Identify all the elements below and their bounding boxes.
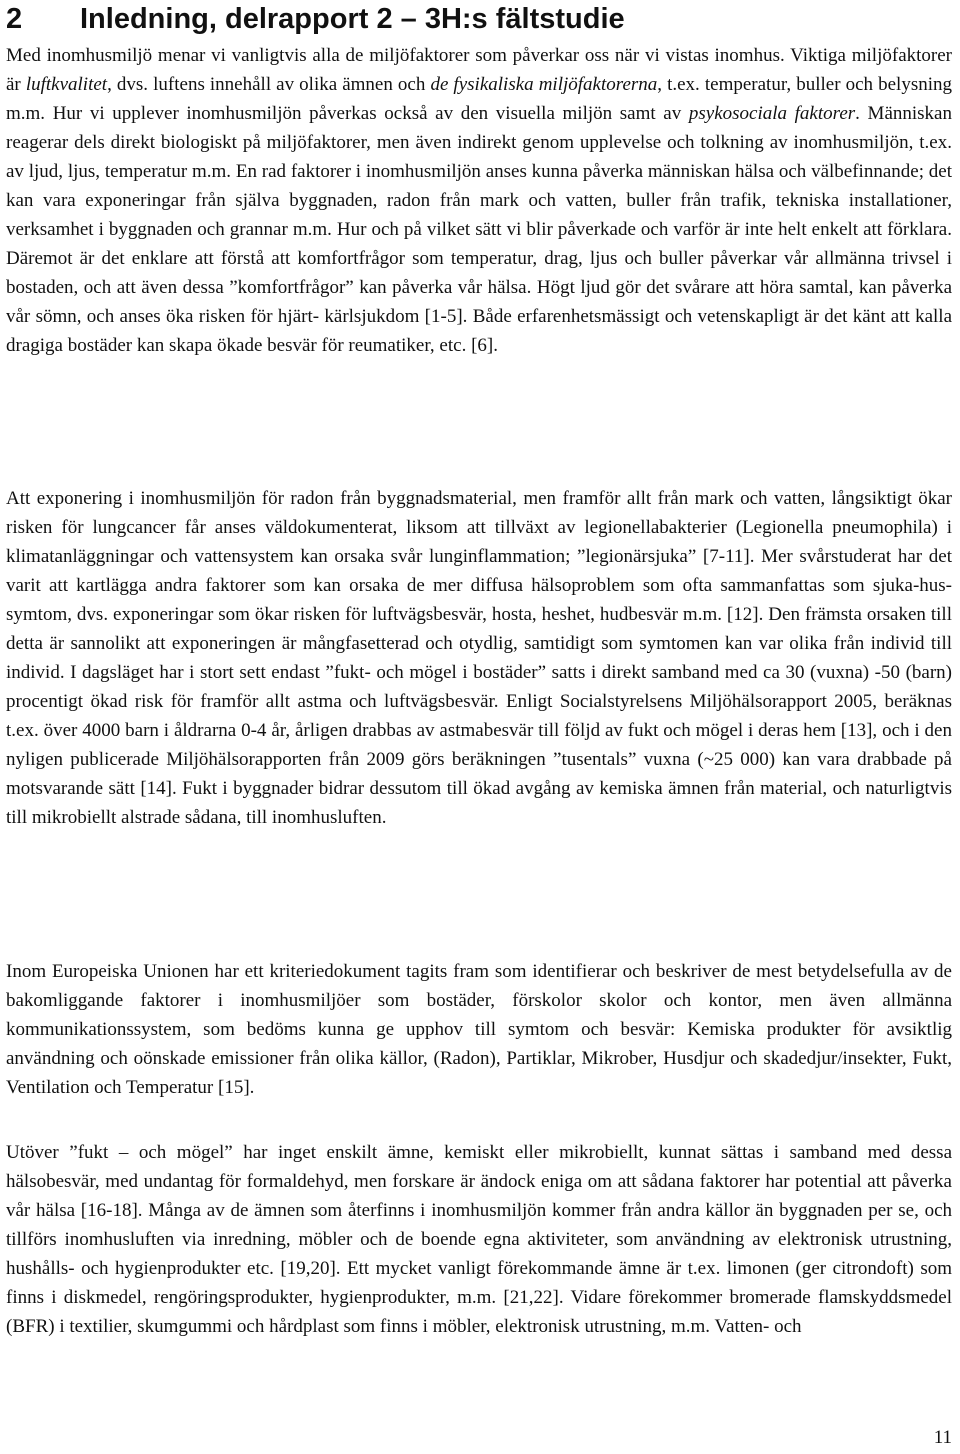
paragraph-chemicals: Utöver ”fukt – och mögel” har inget enskilt ämne, kemiskt eller mikrobiellt, kunnat sättas i samband med dessa hälsobesvär, med undantag för formaldehyd, men forskare är ändock eniga om att sådana faktorer har potential att påverka vår hälsa [16-18]. Många av de ämnen som återfinns i inomhusmiljön kommer från andra källor än byggnaden per se, och tillförs inomhusluften via inredning, möbler och de boende egna aktiviteter, som användning av elektronisk utrustning, hushålls- och hygienprodukter etc. [19,20]. Ett mycket vanligt förekommande ämne är t.ex. limonen (ger citrondoft) som finns i diskmedel, rengöringsprodukter, hygienprodukter, m.m. [21,22]. Vidare förekommer bromerade flamskyddsmedel (BFR) i textilier, skumgummi och hårdplast som finns i möbler, elektronisk utrustning, m.m. Vatten- och	[6, 1142, 952, 1337]
italic-term-fysikaliska: de fysikaliska miljöfaktorerna	[430, 74, 658, 95]
text-run: Med inomhusmiljö menar vi vanligtvis alla de miljöfaktorer som påverkar oss när vi vistas inomhus. Viktiga miljöfaktorer är	[6, 45, 952, 95]
section-heading	[6, 2, 625, 36]
section-number: 2	[6, 3, 23, 35]
page-number: 11	[933, 1427, 952, 1448]
paragraph-eu-criteria: Inom Europeiska Unionen har ett kriteriedokument tagits fram som identifierar och beskriver de mest betydelsefulla av de bakomliggande faktorer i inomhusmiljöer som bostäder, förskolor skolor och kontor, men även allmänna kommunikationssystem, som bedöms kunna ge upphov till symtom och besvär: Kemiska produkter för avsiktlig användning och oönskade emissioner från olika källor, (Radon), Partiklar, Mikrober, Husdjur och skadedjur/insekter, Fukt, Ventilation och Temperatur [15].	[6, 961, 952, 1098]
text-run: . Människan reagerar dels direkt biologiskt på miljöfaktorer, men även indirekt genom upplevelse och tolkning av inomhusmiljön, t.ex. av ljud, ljus, temperatur m.m. En rad faktorer i inomhusmiljön anses kunna påverka människan hälsa och välbefinnande; det kan vara exponeringar från själva byggnaden, radon från mark och vatten, buller från trafik, tekniska installationer, verksamhet i byggnaden och grannar m.m. Hur och på vilket sätt vi blir påverkade och varför är inte helt enkelt att förklara. Däremot är det enklare att förstå att komfortfrågor som temperatur, drag, ljus och buller påverkar vår allmänna trivsel i bostaden, och att även dessa ”komfortfrågor” kan påverka vår hälsa. Högt ljud gör det svårare att höra samtal, kan påverka vår sömn, och anses öka risken för hjärt- kärlsjukdom [1-5]. Både erfarenhetsmässigt och vetenskapligt är det känt att kalla dragiga bostäder kan skapa ökade besvär för reumatiker, etc. [6].	[6, 103, 952, 356]
section-title: Inledning, delrapport 2 – 3H:s fältstudie	[80, 3, 625, 35]
italic-term-psykosociala: psykosociala faktorer	[688, 103, 856, 124]
text-run: , t.ex. temperatur, buller och belysning m.m. Hur vi upplever inomhusmiljön påverkas också av den visuella miljön samt av	[6, 74, 952, 124]
text-run: , dvs. luftens innehåll av olika ämnen och	[107, 74, 431, 95]
paragraph-radon: Att exponering i inomhusmiljön för radon från byggnadsmaterial, men framför allt från mark och vatten, långsiktigt ökar risken för lungcancer får anses väldokumenterat, liksom att tillväxt av legionellabakterier (Legionella pneumophila) i klimatanläggningar och vattensystem kan orsaka svår lunginflammation; ”legionärsjuka” [7-11]. Mer svårstuderat har det varit att kartlägga andra faktorer som kan orsaka de mer diffusa hälsoproblem som ofta sammanfattas som sjuka-hus-symtom, dvs. exponeringar som ökar risken för luftvägsbesvär, hosta, heshet, hudbesvär m.m. [12]. Den främsta orsaken till detta är sannolikt att exponeringen är mångfasetterad och otydlig, samtidigt som symtomen kan var olika från individ till individ. I dagsläget har i stort sett endast ”fukt- och mögel i bostäder” satts i direkt samband med ca 30 (vuxna) -50 (barn) procentigt ökad risk för framför allt astma och luftvägsbesvär. Enligt Socialstyrelsens Miljöhälsorapport 2005, beräknas t.ex. över 4000 barn i åldrarna 0-4 år, årligen drabbas av astmabesvär till följd av fukt och mögel i deras hem [13], och i den nyligen publicerade Miljöhälsorapporten från 2009 görs beräkningen ”tusentals” vuxna (~25 000) kan vara drabbade på motsvarande sätt [14]. Fukt i byggnader bidrar dessutom till ökad avgång av kemiska ämnen från material, och naturligtvis till mikrobiellt alstrade sådana, till inomhusluften.	[6, 488, 952, 828]
italic-term-luftkvalitet: luftkvalitet	[25, 74, 108, 95]
paragraph-intro	[6, 41, 952, 360]
